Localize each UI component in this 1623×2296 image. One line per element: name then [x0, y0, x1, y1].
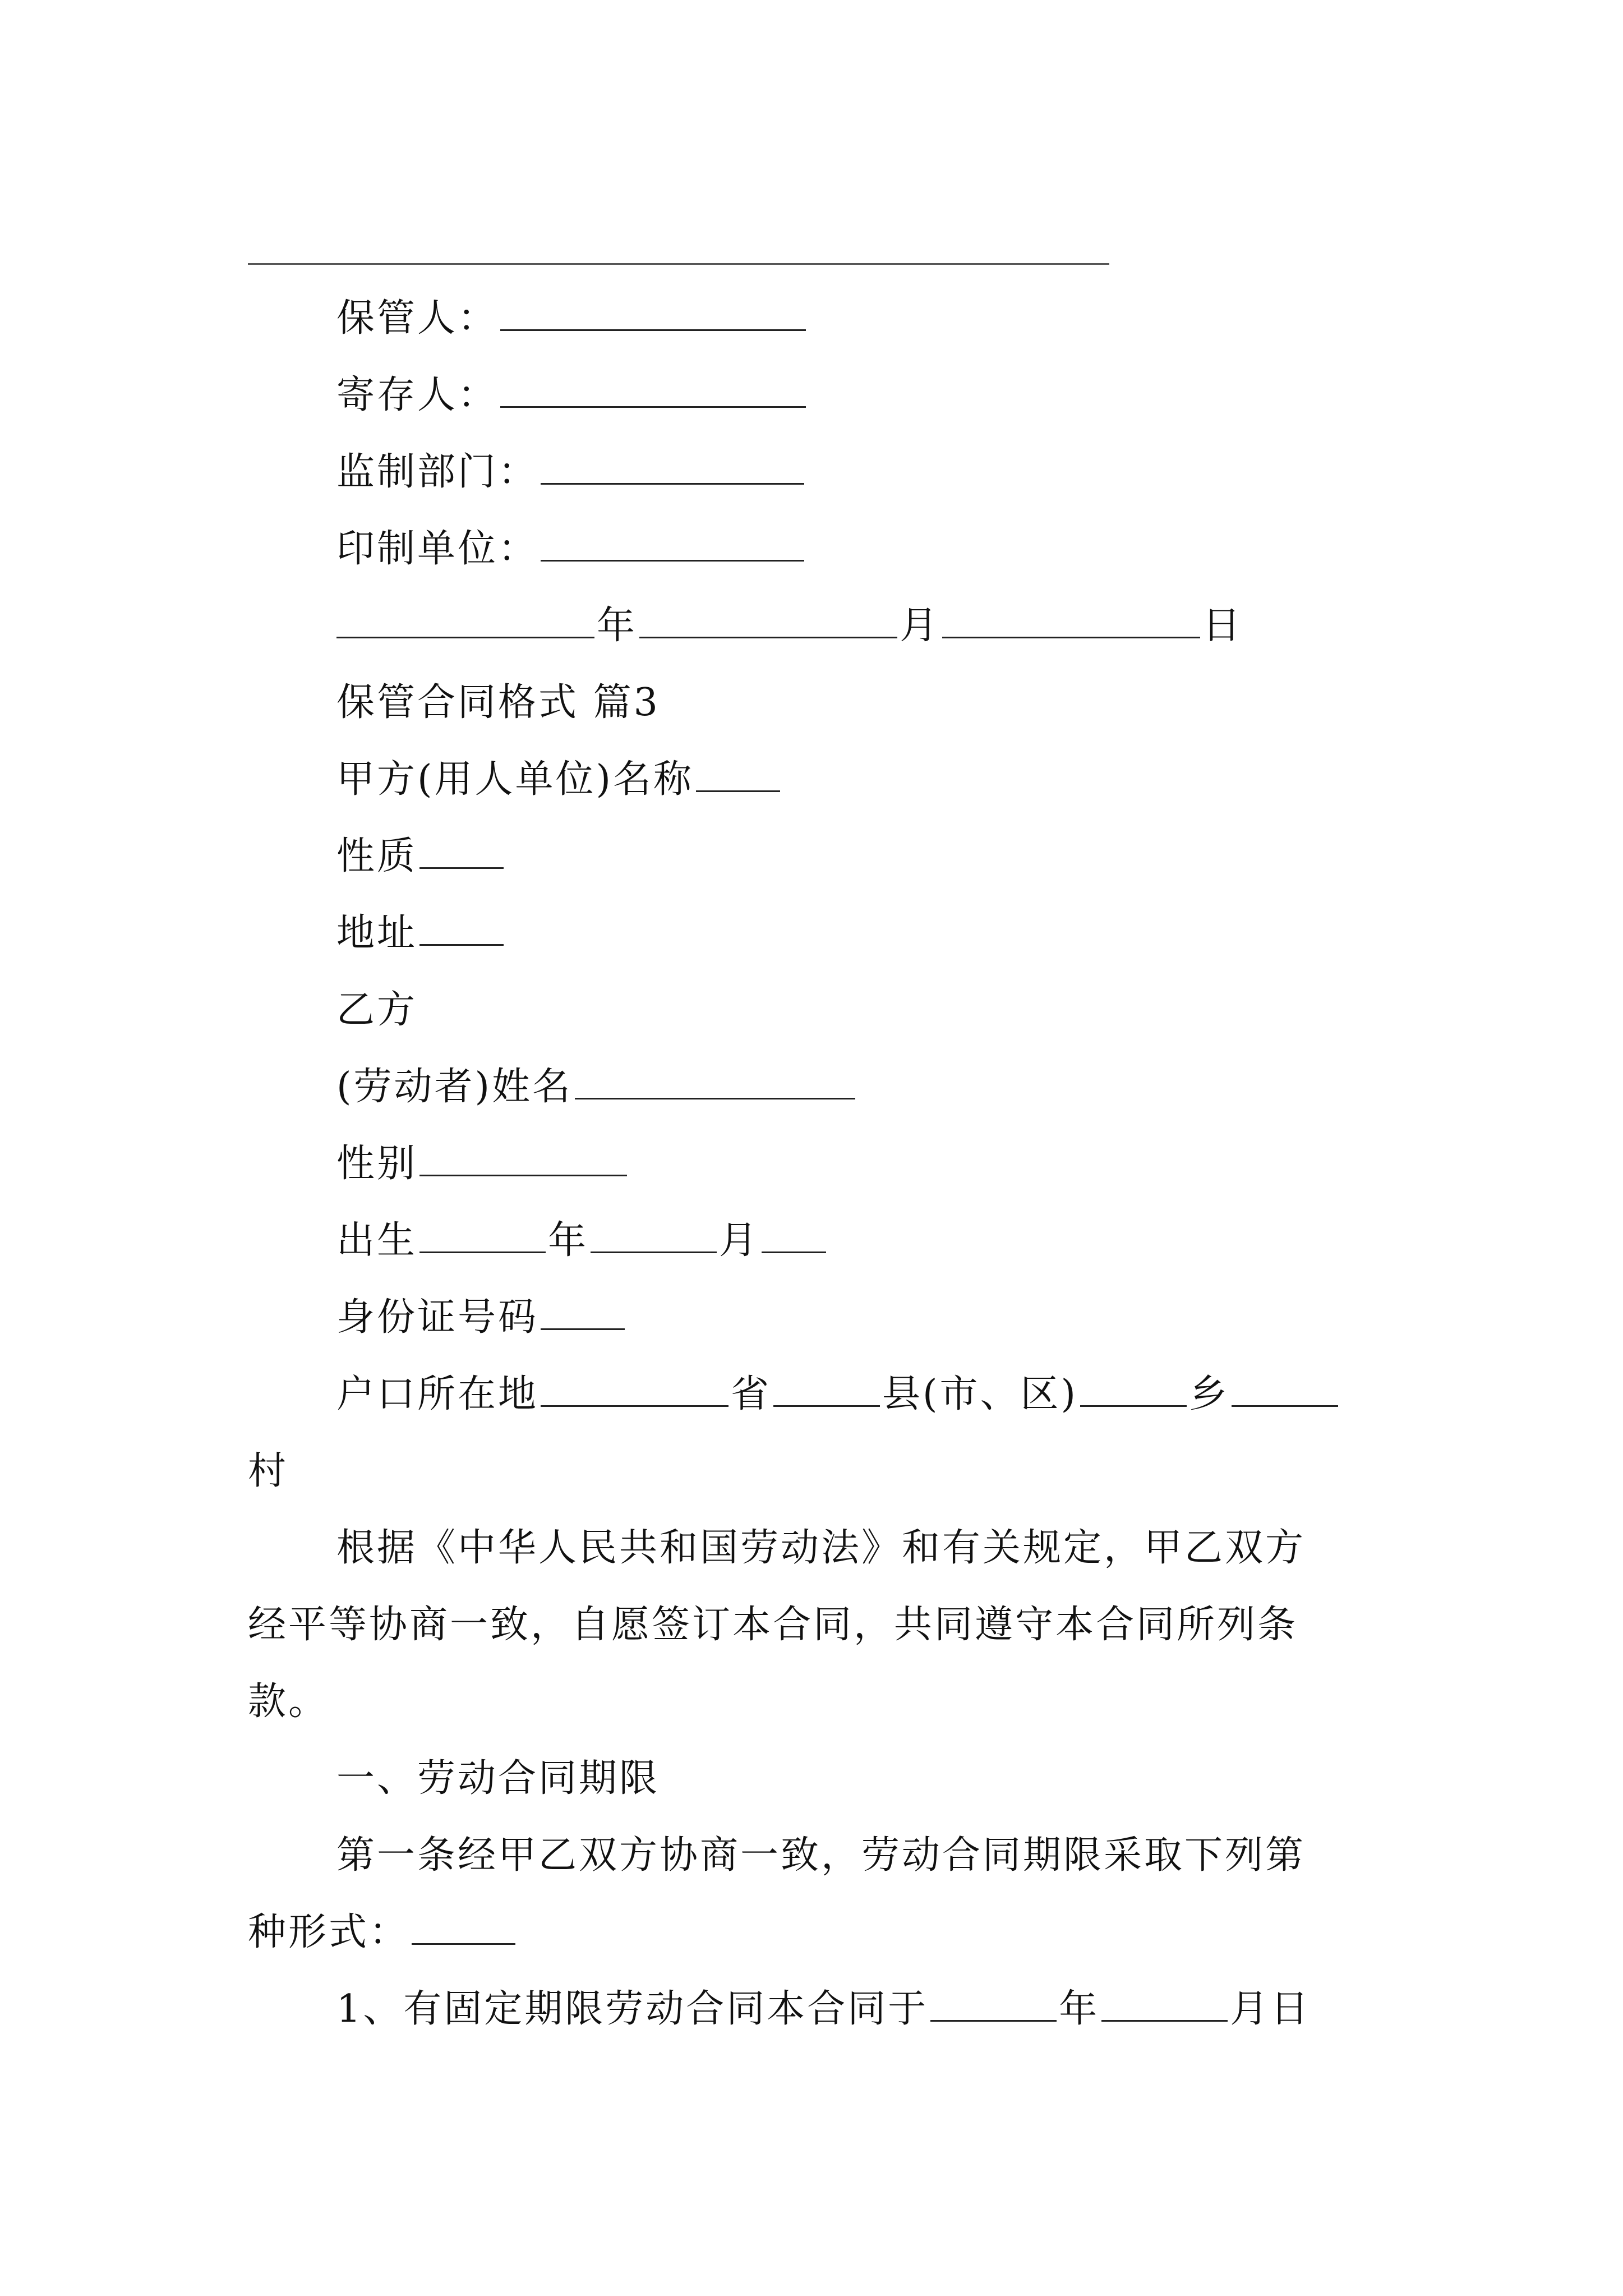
date-day-label: 日: [1202, 604, 1243, 648]
party-a-name-blank[interactable]: [696, 758, 780, 792]
item1-year-label: 年: [1059, 1987, 1100, 2031]
hukou-township-label: 乡: [1189, 1372, 1230, 1416]
para1-line3: 款。: [248, 1680, 329, 1724]
section-title: 保管合同格式 篇3: [336, 680, 660, 725]
party-b-name-blank[interactable]: [575, 1065, 855, 1099]
keeper-label: 保管人：: [336, 296, 499, 341]
supervising-dept-line: [336, 450, 806, 495]
date-month-label: 月: [900, 604, 940, 648]
party-a-address-label: 地址: [336, 911, 418, 955]
hukou-province-blank[interactable]: [541, 1373, 728, 1407]
item1-line: [336, 1987, 1311, 2032]
date-line: [336, 604, 1243, 648]
supervising-dept-label: 监制部门：: [336, 450, 539, 494]
hukou-county-label: 县(市、区): [882, 1372, 1078, 1416]
article1-form-blank[interactable]: [412, 1911, 515, 1945]
supervising-dept-blank[interactable]: [541, 450, 804, 485]
article1-line1: 第一条经甲乙双方协商一致，劳动合同期限采取下列第: [336, 1833, 1306, 1878]
printing-unit-label: 印制单位：: [336, 527, 539, 571]
depositor-line: [336, 373, 808, 418]
hukou-county-blank[interactable]: [773, 1373, 880, 1407]
date-month-blank[interactable]: [639, 604, 897, 638]
party-a-name-line: [336, 757, 782, 802]
birth-day-blank[interactable]: [762, 1219, 826, 1253]
party-b-id-blank[interactable]: [541, 1296, 625, 1330]
item1-year-blank[interactable]: [930, 1987, 1057, 2022]
party-b-name-line: [336, 1065, 857, 1110]
party-a-name-label: 甲方(用人单位)名称: [336, 757, 694, 802]
party-b-name-label: (劳动者)姓名: [336, 1065, 573, 1109]
hukou-village-label: 村: [248, 1449, 289, 1493]
printing-unit-line: [336, 527, 806, 572]
date-year-blank[interactable]: [336, 604, 594, 638]
keeper-blank[interactable]: [500, 297, 806, 331]
date-day-blank[interactable]: [942, 604, 1200, 638]
birth-year-label: 年: [548, 1218, 589, 1263]
para1-line1: 根据《中华人民共和国劳动法》和有关规定，甲乙双方: [336, 1526, 1306, 1570]
party-b-gender-line: [336, 1142, 629, 1186]
birth-year-blank[interactable]: [419, 1219, 546, 1253]
party-b-gender-blank[interactable]: [419, 1142, 627, 1176]
hukou-village-blank[interactable]: [1232, 1373, 1338, 1407]
article1-line2: [248, 1910, 518, 1955]
printing-unit-blank[interactable]: [541, 527, 804, 562]
item1-month-blank[interactable]: [1101, 1987, 1228, 2022]
party-b-hukou-label: 户口所在地: [336, 1372, 539, 1416]
item1-month-day-label: 月日: [1230, 1987, 1311, 2031]
party-b-hukou-line: [336, 1372, 1340, 1417]
party-b-birth-line: [336, 1218, 828, 1263]
birth-month-label: 月: [719, 1218, 760, 1263]
para1-line2: 经平等协商一致，自愿签订本合同，共同遵守本合同所列条: [248, 1603, 1298, 1647]
party-a-nature-line: [336, 834, 506, 879]
heading-contract-term: 一、劳动合同期限: [336, 1756, 660, 1801]
item1-text: 1、有固定期限劳动合同本合同于: [336, 1987, 929, 2031]
party-b-label: 乙方: [336, 988, 418, 1032]
party-a-address-blank[interactable]: [419, 912, 504, 946]
birth-month-blank[interactable]: [591, 1219, 717, 1253]
keeper-line: [336, 296, 808, 341]
party-a-nature-label: 性质: [336, 834, 418, 878]
party-a-nature-blank[interactable]: [419, 835, 504, 869]
depositor-blank[interactable]: [500, 374, 806, 408]
party-b-gender-label: 性别: [336, 1142, 418, 1186]
depositor-label: 寄存人：: [336, 373, 499, 417]
party-a-address-line: [336, 911, 506, 956]
hukou-township-blank[interactable]: [1080, 1373, 1187, 1407]
hukou-province-label: 省: [731, 1372, 772, 1416]
party-b-id-label: 身份证号码: [336, 1295, 539, 1340]
article1-form-label: 种形式：: [248, 1910, 410, 1954]
party-b-birth-label: 出生: [336, 1218, 418, 1263]
party-b-id-line: [336, 1295, 627, 1340]
top-divider: [248, 263, 1109, 265]
date-year-label: 年: [597, 604, 638, 648]
